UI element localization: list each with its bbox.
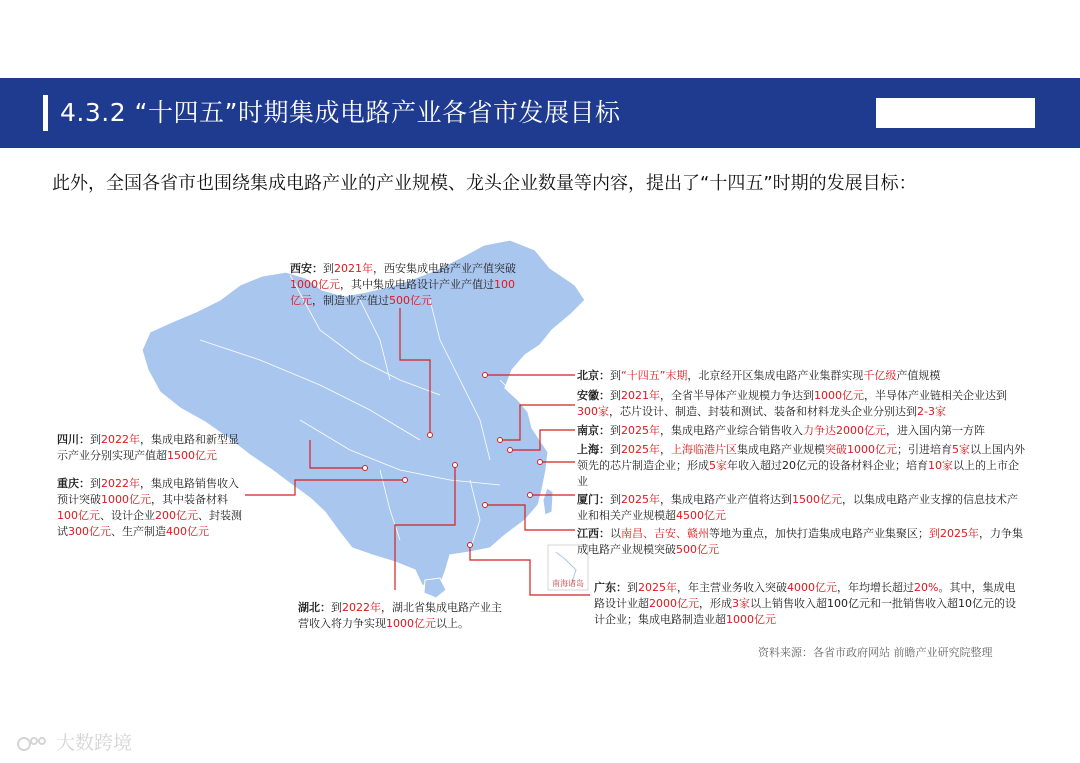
marker-guangdong	[468, 543, 473, 548]
marker-xian	[428, 433, 433, 438]
city-label: 四川：	[57, 433, 90, 446]
annotation-xiamen: 厦门：到2025年，集成电路产业产值将达到1500亿元，以集成电路产业支撑的信息技术产业和相关产业规模超4500亿元	[577, 493, 1018, 522]
annotation-nanjing: 南京：到2025年，集成电路产业综合销售收入力争达2000亿元，进入国内第一方阵	[577, 424, 985, 437]
annotation-shanghai: 上海：到2025年，上海临港片区集成电路产业规模突破1000亿元；引进培育5家以上国内外领先的芯片制造企业；形成5家年收入超过20亿元的设备材料企业；培育10家以上的上市企业	[577, 443, 1025, 488]
city-label: 广东：	[594, 581, 627, 594]
marker-shanghai	[538, 460, 543, 465]
hainan-island-shape	[424, 578, 446, 598]
city-label: 厦门：	[577, 493, 610, 506]
marker-chongqing	[403, 478, 408, 483]
annotation-xian: 西安：到2021年，西安集成电路产业产值突破1000亿元，其中集成电路设计产业产值过100亿元，制造业产值过500亿元	[290, 262, 516, 307]
annotation-guangdong: 广东：到2025年，年主营业务收入突破4000亿元，年均增长超过20%。其中，集成电路设计业超2000亿元，形成3家以上销售收入超100亿元和一批销售收入超10亿元的设计企业；集成电路制造业超1000亿元	[594, 581, 1016, 626]
watermark-logo-icon	[16, 733, 50, 755]
watermark-text: 大数跨境	[56, 732, 133, 754]
city-label: 上海：	[577, 443, 610, 456]
city-label: 南京：	[577, 424, 610, 437]
page-title: 4.3.2 “十四五”时期集成电路产业各省市发展目标	[60, 98, 621, 127]
source-note: 资料来源：各省市政府网站 前瞻产业研究院整理	[758, 646, 993, 659]
city-label: 北京：	[577, 369, 610, 382]
marker-nanjing	[508, 448, 513, 453]
taiwan-island-shape	[543, 488, 553, 515]
city-label: 安徽：	[577, 389, 610, 402]
city-label: 江西：	[577, 527, 610, 540]
watermark	[16, 728, 132, 755]
annotation-hubei: 湖北：到2022年，湖北省集成电路产业主营收入将力争实现1000亿元以上。	[298, 601, 502, 630]
annotation-anhui: 安徽：到2021年，全省半导体产业规模力争达到1000亿元，半导体产业链相关企业达到300家，芯片设计、制造、封装和测试、装备和材料龙头企业分别达到2-3家	[577, 389, 1007, 418]
intro-paragraph: 此外，全国各省市也围绕集成电路产业的产业规模、龙头企业数量等内容，提出了“十四五”时期的发展目标：	[52, 173, 917, 194]
city-label: 西安：	[290, 262, 323, 275]
marker-beijing	[483, 373, 488, 378]
annotation-sichuan: 四川：到2022年，集成电路和新型显示产业分别实现产值超1500亿元	[57, 433, 239, 462]
marker-sichuan	[363, 466, 368, 471]
marker-jiangxi	[483, 503, 488, 508]
city-label: 湖北：	[298, 601, 331, 614]
annotation-jiangxi: 江西：以南昌、吉安、赣州等地为重点，加快打造集成电路产业集聚区；到2025年，力争集成电路产业规模突破500亿元	[577, 527, 1023, 556]
annotation-chongqing: 重庆：到2022年，集成电路销售收入预计突破1000亿元，其中装备材料100亿元、设计企业200亿元、封装测试300亿元、生产制造400亿元	[57, 477, 242, 538]
marker-anhui	[498, 438, 503, 443]
marker-hubei	[453, 463, 458, 468]
city-label: 重庆：	[57, 477, 90, 490]
south-china-sea-label: 南海诸岛	[552, 579, 584, 588]
marker-xiamen	[528, 493, 533, 498]
annotation-beijing: 北京：到“十四五”末期，北京经开区集成电路产业集群实现千亿级产值规模	[577, 369, 941, 382]
